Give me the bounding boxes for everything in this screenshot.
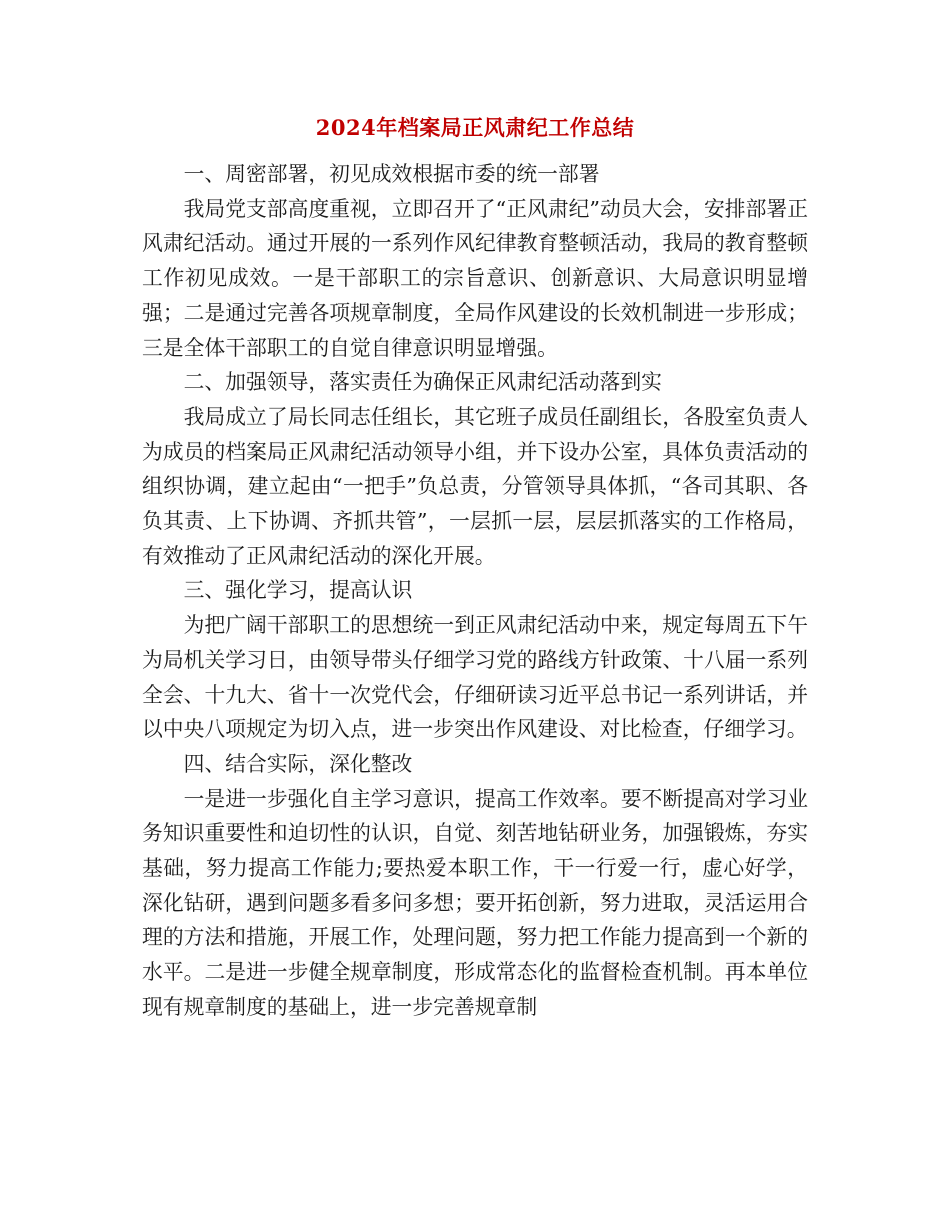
section-paragraph-1: 我局党支部高度重视，立即召开了“正风肃纪”动员大会，安排部署正风肃纪活动。通过开展的一系列作风纪律教育整顿活动，我局的教育整顿工作初见成效。一是干部职工的宗旨意识、创新意识、大局意识明显增强；二是通过完善各项规章制度，全局作风建设的长效机制进一步形成；三是全体干部职工的自觉自律意识明显增强。	[142, 196, 808, 360]
section-heading-1: 一、周密部署，初见成效根据市委的统一部署	[183, 162, 600, 186]
section-paragraph-4: 一是进一步强化自主学习意识，提高工作效率。要不断提高对学习业务知识重要性和迫切性的认识，自觉、刻苦地钻研业务，加强锻炼，夯实基础，努力提高工作能力;要热爱本职工作，干一行爱一行，虚心好学，深化钻研，遇到问题多看多问多想；要开拓创新，努力进取，灵活运用合理的方法和措施，开展工作，处理问题，努力把工作能力提高到一个新的水平。二是进一步健全规章制度，形成常态化的监督检查机制。再本单位现有规章制度的基础上，进一步完善规章制	[142, 786, 808, 1019]
section-heading-3: 三、强化学习，提高认识	[183, 578, 413, 603]
section-heading-2: 二、加强领导，落实责任为确保正风肃纪活动落到实	[183, 370, 662, 395]
document-body	[142, 157, 808, 1025]
section-heading-4: 四、结合实际，深化整改	[183, 751, 413, 776]
section-paragraph-2: 我局成立了局长同志任组长，其它班子成员任副组长，各股室负责人为成员的档案局正风肃纪活动领导小组，并下设办公室，具体负责活动的组织协调，建立起由“一把手”负总责，分管领导具体抓，“各司其职、各负其责、上下协调、齐抓共管”，一层抓一层，层层抓落实的工作格局，有效推动了正风肃纪活动的深化开展。	[142, 404, 808, 568]
section-paragraph-3: 为把广阔干部职工的思想统一到正风肃纪活动中来，规定每周五下午为局机关学习日，由领导带头仔细学习党的路线方针政策、十八届一系列全会、十九大、省十一次党代会，仔细研读习近平总书记一系列讲话，并以中央八项规定为切入点，进一步突出作风建设、对比检查，仔细学习。	[142, 613, 808, 742]
document-title: 2024年档案局正风肃纪工作总结	[315, 115, 635, 140]
